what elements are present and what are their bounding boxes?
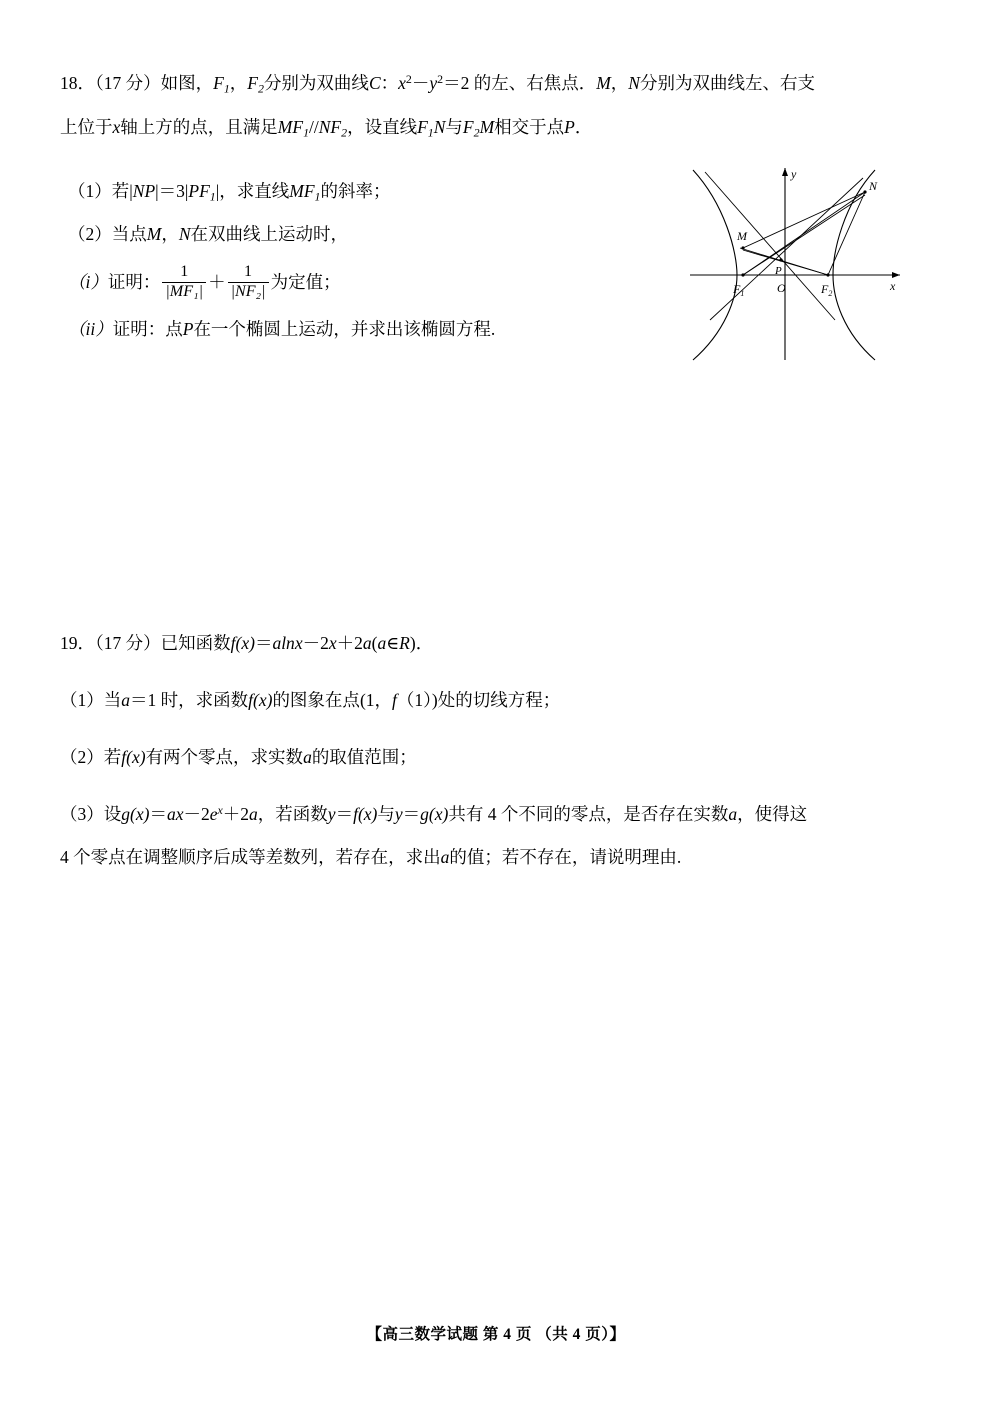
question-18-stem xyxy=(60,62,940,150)
q19-part-1: （1）当a＝1 时，求函数f(x)的图象在点(1，f（1）)处的切线方程； xyxy=(60,689,561,710)
q18-part-2: （2）当点M，N在双曲线上运动时， xyxy=(68,223,349,244)
figure-label-N: N xyxy=(869,179,878,193)
q18-part-2ii: （ii）证明：点P在一个椭圆上运动，并求出该椭圆方程. xyxy=(68,319,496,340)
figure-label-P: P xyxy=(775,265,782,277)
q19-part-2: （2）若f(x)有两个零点，求实数a的取值范围； xyxy=(60,746,417,767)
q18-stem-line-1: 18．（17 分）如图，$F_1$，$F_2$分别为双曲线C：$x^2-y^2=2$ 的左、右焦点．M，N分别为双曲线左、右支 xyxy=(60,72,815,96)
question-18-parts xyxy=(68,170,628,351)
question-18 xyxy=(60,62,940,340)
hyperbola-diagram-svg xyxy=(685,160,935,365)
fraction-1-over-NF2: $\frac{1}{\text{|NF₂|}}$ xyxy=(228,263,269,302)
figure-label-M: M xyxy=(737,229,747,243)
question-19 xyxy=(60,622,940,878)
q18-part-2i: （i）证明： $\frac{1}{\text{|MF₁|}}$ ＋ $\frac{1}{\text{|NF₂|}}$ 为定值； xyxy=(68,263,341,301)
figure-label-F2: $F_2$ xyxy=(821,282,833,298)
page-footer: 【高三数学试题 第 4 页 （共 4 页）】 xyxy=(366,1326,626,1343)
q18-part-1: （1）若$|NP|=3|PF_1|$，求直线$MF_1$的斜率； xyxy=(68,181,391,204)
hyperbola-figure xyxy=(685,160,935,365)
q19-part-3: （3）设$g(x)=ax-2e^x+2a$，若函数y＝f(x)与y＝g(x)共有 4 个不同的零点，是否存在实数a，使得这 4 个零点在调整顺序后成等差数列，若存在，求出a的值；若不存在，请说明理由. xyxy=(60,802,808,867)
figure-label-x: x xyxy=(890,279,896,293)
fraction-1-over-MF1: $\frac{1}{\text{|MF₁|}}$ xyxy=(162,263,206,302)
figure-label-y: y xyxy=(791,167,797,181)
figure-label-O: O xyxy=(777,281,786,295)
q18-stem-line-2: 上位于x轴上方的点，且满足$MF_1//NF_2$，设直线$F_1N$与$F_2M$相交于点P． xyxy=(60,116,593,140)
q19-stem: 19．（17 分）已知函数f(x)＝alnx－2x＋2a(a∈R)． xyxy=(60,633,434,653)
figure-label-F1: $F_1$ xyxy=(733,282,745,298)
